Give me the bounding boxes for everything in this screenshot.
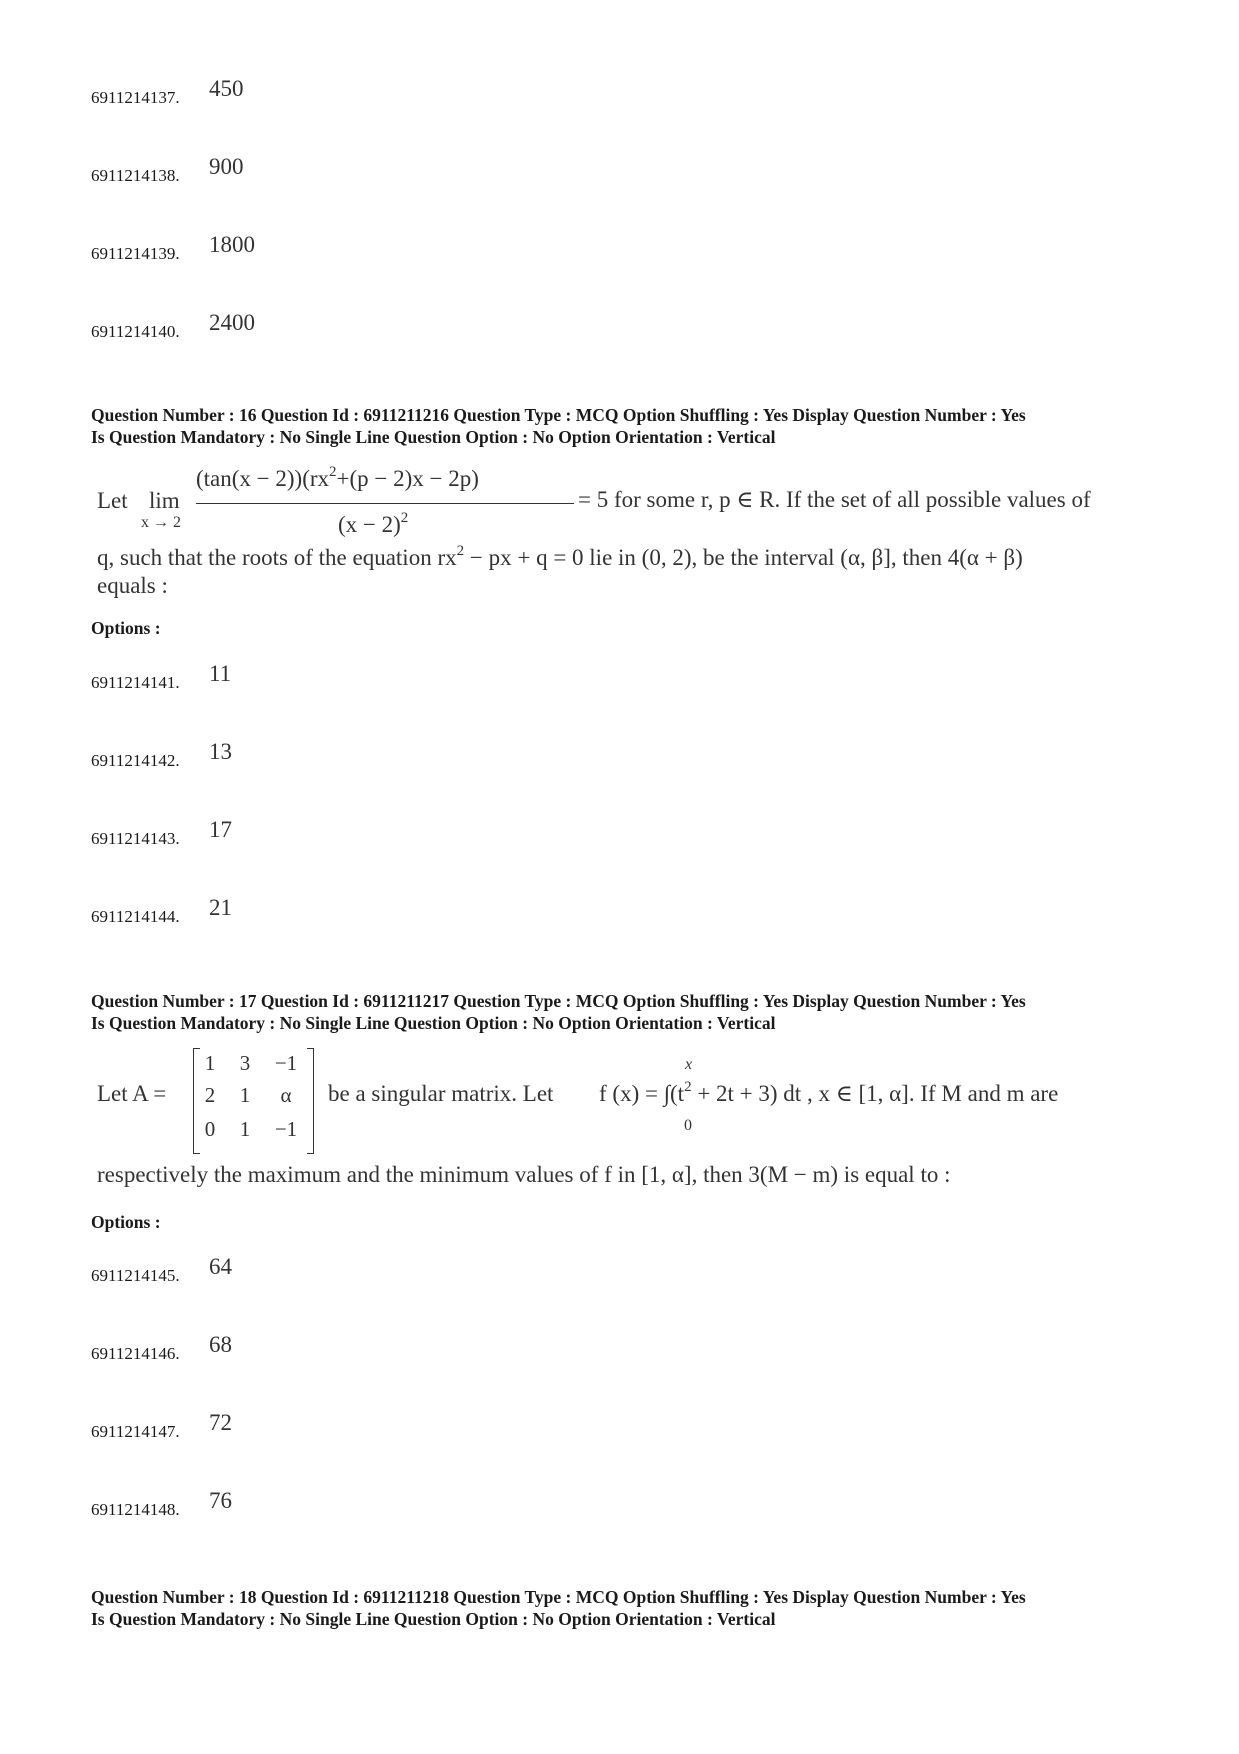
q16-den-sup: 2	[400, 510, 409, 526]
option-id: 6911214142.	[91, 751, 180, 770]
q17-let-a: Let A =	[97, 1081, 167, 1106]
integral-lower-limit: 0	[684, 1117, 692, 1134]
option-id: 6911214143.	[91, 829, 180, 848]
option-id: 6911214138.	[91, 166, 180, 185]
option-value: 11	[209, 661, 232, 686]
question-header-line1: Question Number : 17 Question Id : 6911211217 Question Type : MCQ Option Shuffling : Yes Display Question Number : Yes	[91, 991, 1026, 1011]
option-id: 6911214145.	[91, 1266, 180, 1285]
question-header-line1: Question Number : 18 Question Id : 6911211218 Question Type : MCQ Option Shuffling : Yes Display Question Number : Yes	[91, 1587, 1026, 1607]
integral-upper-limit: x	[685, 1056, 693, 1073]
q16-num-b: +(p − 2)x − 2p)	[336, 466, 479, 491]
question-17-header	[91, 990, 1026, 1034]
matrix-cell: 1	[239, 1083, 251, 1107]
q16-fraction-bar	[196, 503, 574, 504]
q17-line2: respectively the maximum and the minimum values of f in [1, α], then 3(M − m) is equal to :	[97, 1162, 951, 1187]
option-value: 68	[209, 1332, 232, 1357]
matrix-cell: 0	[204, 1117, 216, 1141]
q16-line3: equals :	[97, 573, 168, 598]
q16-after-fraction: = 5 for some r, p ∈ R. If the set of all possible values of	[578, 487, 1091, 512]
option-value: 17	[209, 817, 232, 842]
q17-fdef-b: + 2t + 3) dt , x ∈ [1, α]. If M and m are	[691, 1081, 1059, 1106]
matrix-cell: 2	[204, 1083, 216, 1107]
option-id: 6911214141.	[91, 673, 180, 692]
option-value: 900	[209, 154, 244, 179]
option-value: 1800	[209, 232, 255, 257]
q17-fdef-sup: 2	[684, 1079, 692, 1095]
options-label: Options :	[91, 618, 161, 638]
q16-numerator	[196, 466, 479, 492]
option-id: 6911214148.	[91, 1500, 180, 1519]
q16-line2	[97, 545, 1023, 571]
option-value: 2400	[209, 310, 255, 335]
matrix-cell: 1	[204, 1051, 216, 1075]
q16-line2-sup: 2	[456, 543, 465, 559]
matrix-cell: 1	[239, 1117, 251, 1141]
q17-text-mid: be a singular matrix. Let	[328, 1081, 554, 1106]
question-header-line2: Is Question Mandatory : No Single Line Question Option : No Option Orientation : Vertical	[91, 1013, 776, 1033]
option-value: 21	[209, 895, 232, 920]
option-value: 64	[209, 1254, 232, 1279]
options-label: Options :	[91, 1212, 161, 1232]
option-value: 450	[209, 76, 244, 101]
q16-num-a: (tan(x − 2))(rx	[196, 466, 330, 491]
option-id: 6911214144.	[91, 907, 180, 926]
q17-function-def	[599, 1081, 1058, 1107]
q16-denominator	[338, 512, 408, 538]
matrix-cell: −1	[274, 1117, 298, 1141]
option-value: 72	[209, 1410, 232, 1435]
question-header-line2: Is Question Mandatory : No Single Line Question Option : No Option Orientation : Vertical	[91, 1609, 776, 1629]
matrix-cell: 3	[239, 1051, 251, 1075]
q17-fdef-a: f (x) = ∫(t	[599, 1081, 685, 1106]
option-id: 6911214146.	[91, 1344, 180, 1363]
option-value: 13	[209, 739, 232, 764]
question-16-header	[91, 404, 1026, 448]
question-header-line2: Is Question Mandatory : No Single Line Question Option : No Option Orientation : Vertical	[91, 427, 776, 447]
question-header-line1: Question Number : 16 Question Id : 6911211216 Question Type : MCQ Option Shuffling : Yes Display Question Number : Yes	[91, 405, 1026, 425]
q16-lim: lim	[149, 488, 180, 513]
q16-let: Let	[97, 488, 128, 513]
question-18-header	[91, 1586, 1026, 1630]
option-id: 6911214140.	[91, 322, 180, 341]
q16-line2-a: q, such that the roots of the equation rx	[97, 545, 457, 570]
matrix-right-bracket	[307, 1048, 314, 1154]
option-id: 6911214147.	[91, 1422, 180, 1441]
matrix-cell: −1	[274, 1051, 298, 1075]
q16-num-sup: 2	[329, 464, 337, 480]
option-id: 6911214137.	[91, 88, 180, 107]
option-value: 76	[209, 1488, 232, 1513]
q16-lim-subscript: x → 2	[141, 514, 181, 531]
option-id: 6911214139.	[91, 244, 180, 263]
q16-line2-b: − px + q = 0 lie in (0, 2), be the interval (α, β], then 4(α + β)	[464, 545, 1023, 570]
q16-den-base: (x − 2)	[338, 512, 401, 537]
matrix-cell: α	[280, 1083, 292, 1107]
